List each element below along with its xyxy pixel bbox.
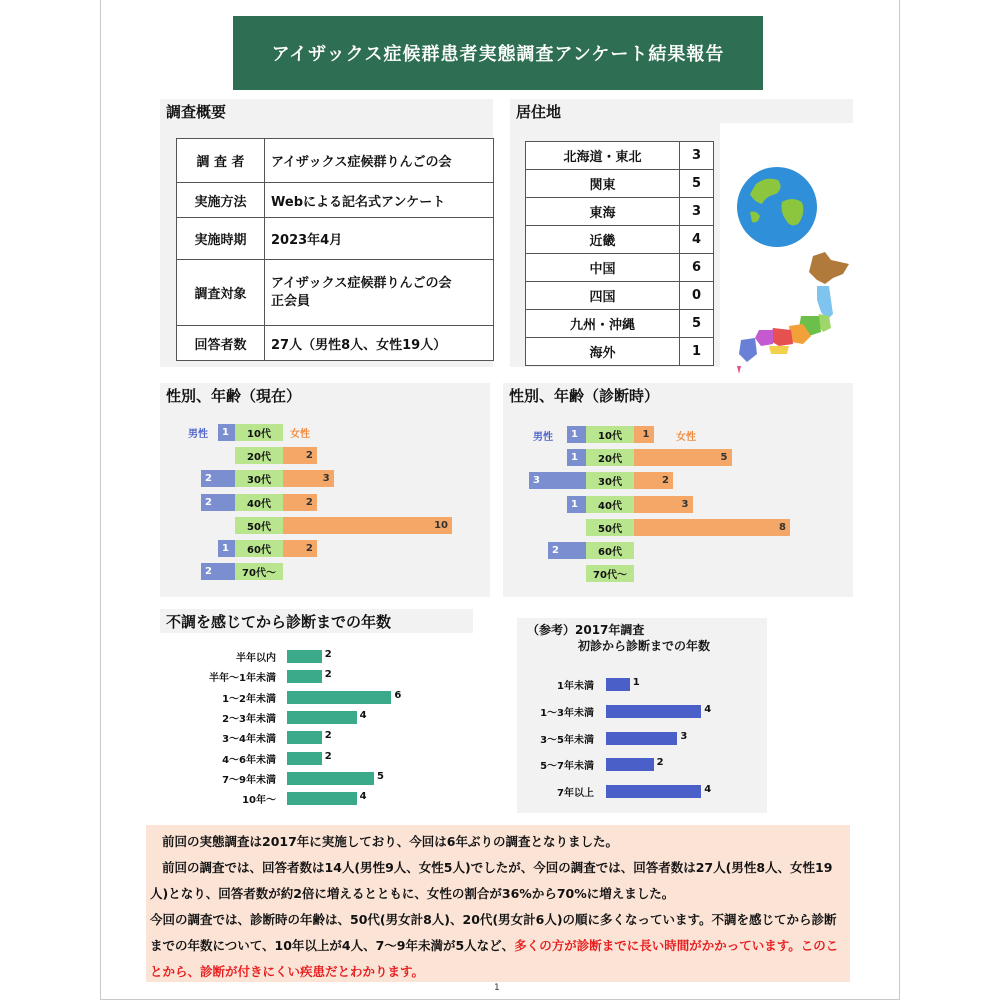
bar-category-label: 3～4年未満 xyxy=(222,734,276,746)
years-heading: 不調を感じてから診断までの年数 xyxy=(160,609,473,633)
bar-value-label: 2 xyxy=(324,669,332,681)
female-bar: 2 xyxy=(283,494,317,511)
overview-key: 実施方法 xyxy=(177,183,265,218)
bar-value-label: 2 xyxy=(324,649,332,660)
bar-value-label: 4 xyxy=(359,709,367,721)
overview-table xyxy=(176,138,494,361)
overview-heading: 調査概要 xyxy=(160,99,493,123)
summary-p3-plain: 今回の調査では、診断時の年齢は、50代(男女計8人)、20代(男女計6人)の順に多くなっています。不調を感じてから診断までの年数について、10年以上が4人、7～9年未満が5人など、 xyxy=(150,912,837,953)
age-label: 60代 xyxy=(586,542,634,559)
ref-bar xyxy=(606,678,630,691)
bar-category-label: 1～2年未満 xyxy=(222,693,276,705)
female-bar: 5 xyxy=(634,449,732,466)
years-bar xyxy=(287,650,322,663)
ref-bar xyxy=(606,705,701,718)
bar-category-label: 7年以上 xyxy=(557,788,594,800)
residence-heading: 居住地 xyxy=(510,99,853,123)
age-label: 40代 xyxy=(586,496,634,513)
legend-female: 女性 xyxy=(290,429,310,440)
overview-key: 調査対象 xyxy=(177,260,265,326)
female-bar: 3 xyxy=(634,496,693,513)
years-bar xyxy=(287,772,374,785)
male-bar: 2 xyxy=(201,494,235,511)
male-bar: 2 xyxy=(201,470,235,487)
male-bar: 1 xyxy=(567,426,586,443)
ref-bar xyxy=(606,732,677,745)
overview-key: 調 査 者 xyxy=(177,139,265,183)
globe-icon xyxy=(736,166,818,248)
region-name: 中国 xyxy=(526,254,680,282)
page-number: 1 xyxy=(494,983,500,993)
female-bar: 2 xyxy=(283,540,317,557)
region-name: 海外 xyxy=(526,338,680,366)
female-bar: 3 xyxy=(283,470,334,487)
bar-value-label: 5 xyxy=(377,770,384,782)
region-name: 関東 xyxy=(526,170,680,198)
age-label: 40代 xyxy=(235,494,283,511)
region-count: 3 xyxy=(680,142,714,170)
male-bar: 3 xyxy=(529,472,586,489)
years-bar xyxy=(287,711,357,724)
years-bar xyxy=(287,670,322,683)
female-bar: 10 xyxy=(283,517,452,534)
bar-category-label: 2～3年未満 xyxy=(222,713,276,725)
pyramid-diagnosis-heading: 性別、年齢（診断時） xyxy=(503,383,853,407)
female-bar: 2 xyxy=(634,472,673,489)
female-bar: 1 xyxy=(634,426,654,443)
age-label: 10代 xyxy=(586,426,634,443)
region-count: 3 xyxy=(680,198,714,226)
age-label: 50代 xyxy=(235,517,283,534)
region-name: 四国 xyxy=(526,282,680,310)
bar-value-label: 6 xyxy=(394,689,402,701)
ref-heading-line2: 初診から診断までの年数 xyxy=(578,639,711,653)
bar-category-label: 5～7年未満 xyxy=(540,761,594,773)
region-count: 6 xyxy=(680,254,714,282)
ref-bar xyxy=(606,758,654,771)
region-count: 5 xyxy=(680,310,714,338)
overview-key: 実施時期 xyxy=(177,218,265,260)
age-label: 20代 xyxy=(586,449,634,466)
bar-category-label: 4～6年未満 xyxy=(222,754,276,766)
bar-value-label: 4 xyxy=(704,703,712,715)
ref-heading-line1: （参考）2017年調査 xyxy=(527,623,645,637)
bar-value-label: 2 xyxy=(324,750,332,762)
region-count: 5 xyxy=(680,170,714,198)
male-bar: 2 xyxy=(201,563,235,580)
female-bar: 2 xyxy=(283,447,317,464)
years-bar xyxy=(287,752,322,765)
overview-key: 回答者数 xyxy=(177,326,265,361)
summary-p3 xyxy=(150,907,846,985)
years-bar xyxy=(287,691,391,704)
bar-category-label: 3～5年未満 xyxy=(540,734,594,746)
ref-bar xyxy=(606,785,701,798)
summary-p2: 前回の調査では、回答者数は14人(男性9人、女性5人)でしたが、今回の調査では、回答者数は27人(男性8人、女性19人)となり、回答者数が約2倍に増えるとともに、女性の割合が36%から70%に増えました。 xyxy=(150,860,833,901)
bar-category-label: 1年未満 xyxy=(557,681,594,692)
overview-value: 2023年4月 xyxy=(265,218,494,260)
bar-category-label: 1～3年未満 xyxy=(540,707,594,719)
bar-value-label: 3 xyxy=(680,730,688,742)
summary-p1: 前回の実態調査は2017年に実施しており、今回は6年ぶりの調査となりました。 xyxy=(162,834,618,849)
age-label: 30代 xyxy=(586,472,634,489)
legend-female: 女性 xyxy=(676,432,696,443)
bar-value-label: 2 xyxy=(324,730,332,742)
male-bar: 1 xyxy=(567,449,586,466)
japan-map-icon xyxy=(733,250,853,378)
region-count: 4 xyxy=(680,226,714,254)
overview-value: アイザックス症候群りんごの会 xyxy=(265,139,494,183)
female-bar: 8 xyxy=(634,519,790,536)
bar-value-label: 4 xyxy=(704,784,712,796)
bar-value-label: 1 xyxy=(632,677,640,688)
age-label: 70代～ xyxy=(235,563,283,580)
age-label: 30代 xyxy=(235,470,283,487)
overview-value: Webによる記名式アンケート xyxy=(265,183,494,218)
legend-male: 男性 xyxy=(533,432,553,443)
region-name: 近畿 xyxy=(526,226,680,254)
bar-category-label: 半年以内 xyxy=(236,653,276,664)
overview-value: 27人（男性8人、女性19人） xyxy=(265,326,494,361)
age-label: 20代 xyxy=(235,447,283,464)
years-bar xyxy=(287,792,357,805)
bar-category-label: 半年～1年未満 xyxy=(209,673,276,685)
male-bar: 1 xyxy=(218,540,235,557)
region-name: 九州・沖縄 xyxy=(526,310,680,338)
age-label: 10代 xyxy=(235,424,283,441)
bar-category-label: 10年～ xyxy=(242,795,276,807)
page-title: アイザックス症候群患者実態調査アンケート結果報告 xyxy=(233,16,763,90)
years-bar xyxy=(287,731,322,744)
overview-value: アイザックス症候群りんごの会 正会員 xyxy=(265,260,494,326)
bar-value-label: 4 xyxy=(359,791,367,803)
male-bar: 2 xyxy=(548,542,586,559)
age-label: 70代～ xyxy=(586,565,634,582)
age-label: 50代 xyxy=(586,519,634,536)
region-name: 北海道・東北 xyxy=(526,142,680,170)
region-name: 東海 xyxy=(526,198,680,226)
region-count: 1 xyxy=(680,338,714,366)
male-bar: 1 xyxy=(567,496,586,513)
summary-box xyxy=(146,825,850,982)
legend-male: 男性 xyxy=(188,429,208,440)
age-label: 60代 xyxy=(235,540,283,557)
region-count: 0 xyxy=(680,282,714,310)
bar-category-label: 7～9年未満 xyxy=(222,774,276,786)
residence-table xyxy=(525,141,714,366)
male-bar: 1 xyxy=(218,424,235,441)
pyramid-current-heading: 性別、年齢（現在） xyxy=(160,383,490,407)
summary-p3-red: 多くの方が診断までに長い時間がかかっています。このことから、診断が付きにくい疾患だとわかります。 xyxy=(150,938,839,979)
bar-value-label: 2 xyxy=(656,757,664,769)
